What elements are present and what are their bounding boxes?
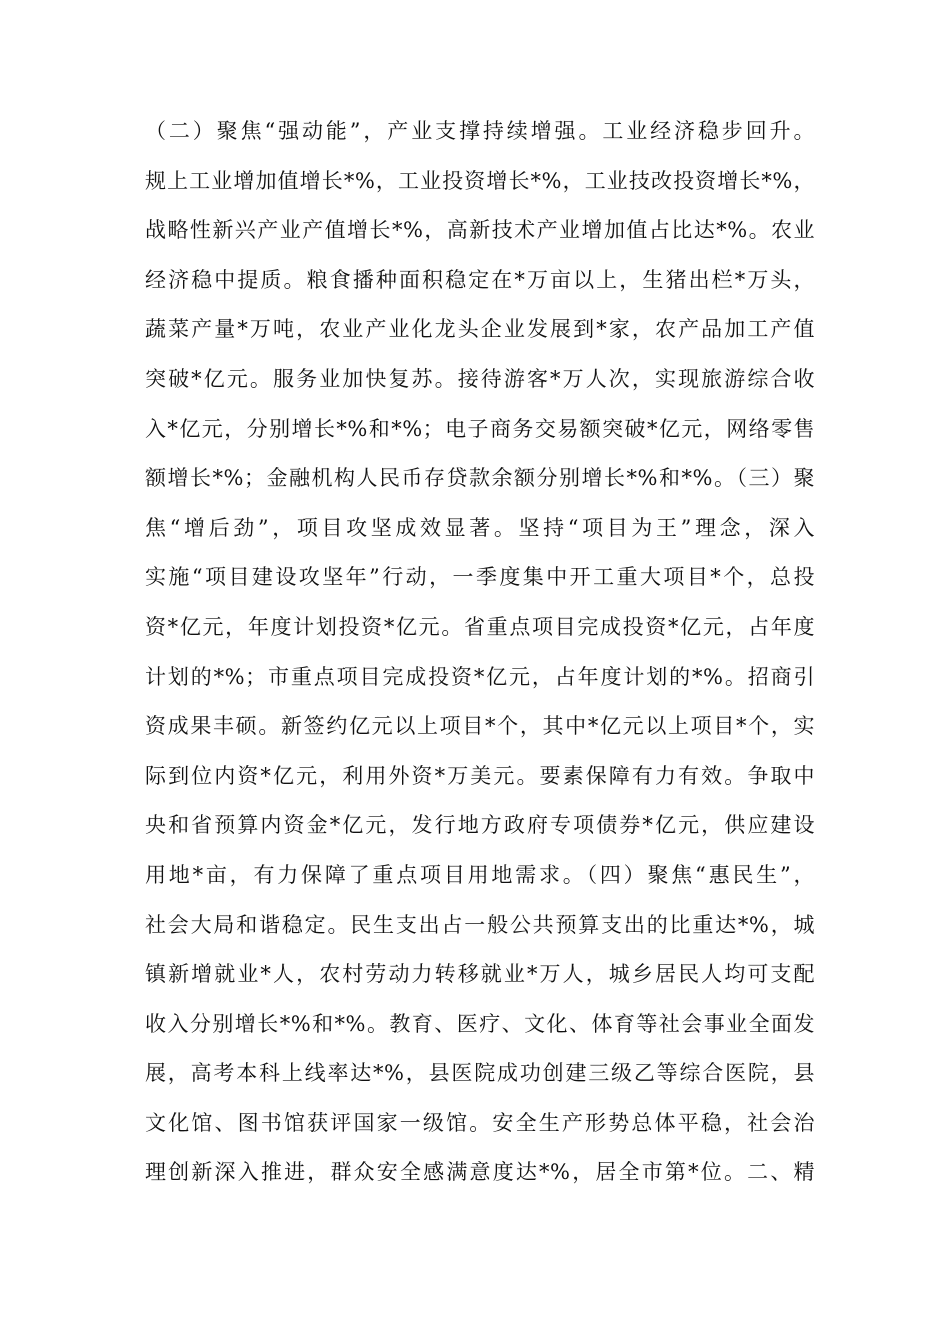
text-line-14: 际到位内资*亿元，利用外资*万美元。要素保障有力有效。争取中 bbox=[145, 763, 815, 788]
text-line-3: 战略性新兴产业产值增长*%，高新技术产业增加值占比达*%。农业 bbox=[145, 218, 815, 243]
text-line-11: 资*亿元，年度计划投资*亿元。省重点项目完成投资*亿元，占年度 bbox=[145, 614, 815, 639]
text-line-13: 资成果丰硕。新签约亿元以上项目*个，其中*亿元以上项目*个，实 bbox=[145, 714, 815, 739]
text-line-21: 文化馆、图书馆获评国家一级馆。安全生产形势总体平稳，社会治 bbox=[145, 1110, 815, 1135]
text-line-2: 规上工业增加值增长*%，工业投资增长*%，工业技改投资增长*%， bbox=[145, 168, 815, 193]
text-line-20: 展，高考本科上线率达*%，县医院成功创建三级乙等综合医院，县 bbox=[145, 1061, 815, 1086]
text-line-10: 实施“项目建设攻坚年”行动，一季度集中开工重大项目*个，总投 bbox=[145, 565, 815, 590]
text-line-22: 理创新深入推进，群众安全感满意度达*%，居全市第*位。二、精 bbox=[145, 1160, 815, 1185]
text-line-5: 蔬菜产量*万吨，农业产业化龙头企业发展到*家，农产品加工产值 bbox=[145, 317, 815, 342]
text-line-17: 社会大局和谐稳定。民生支出占一般公共预算支出的比重达*%，城 bbox=[145, 912, 815, 937]
text-line-4: 经济稳中提质。粮食播种面积稳定在*万亩以上，生猪出栏*万头， bbox=[145, 267, 815, 292]
text-line-19: 收入分别增长*%和*%。教育、医疗、文化、体育等社会事业全面发 bbox=[145, 1011, 815, 1036]
text-line-1: （二）聚焦“强动能”，产业支撑持续增强。工业经济稳步回升。 bbox=[145, 119, 815, 143]
text-line-6: 突破*亿元。服务业加快复苏。接待游客*万人次，实现旅游综合收 bbox=[145, 366, 815, 391]
body-text bbox=[145, 107, 815, 1198]
text-line-15: 央和省预算内资金*亿元，发行地方政府专项债券*亿元，供应建设 bbox=[145, 813, 815, 838]
text-line-7: 入*亿元，分别增长*%和*%；电子商务交易额突破*亿元，网络零售 bbox=[145, 416, 815, 441]
text-line-12: 计划的*%；市重点项目完成投资*亿元，占年度计划的*%。招商引 bbox=[145, 664, 815, 689]
text-line-8: 额增长*%；金融机构人民币存贷款余额分别增长*%和*%。（三）聚 bbox=[145, 466, 815, 491]
text-line-9: 焦“增后劲”，项目攻坚成效显著。坚持“项目为王”理念，深入 bbox=[145, 515, 815, 540]
text-line-18: 镇新增就业*人，农村劳动力转移就业*万人，城乡居民人均可支配 bbox=[145, 962, 815, 987]
text-line-16: 用地*亩，有力保障了重点项目用地需求。（四）聚焦“惠民生”， bbox=[145, 862, 815, 887]
